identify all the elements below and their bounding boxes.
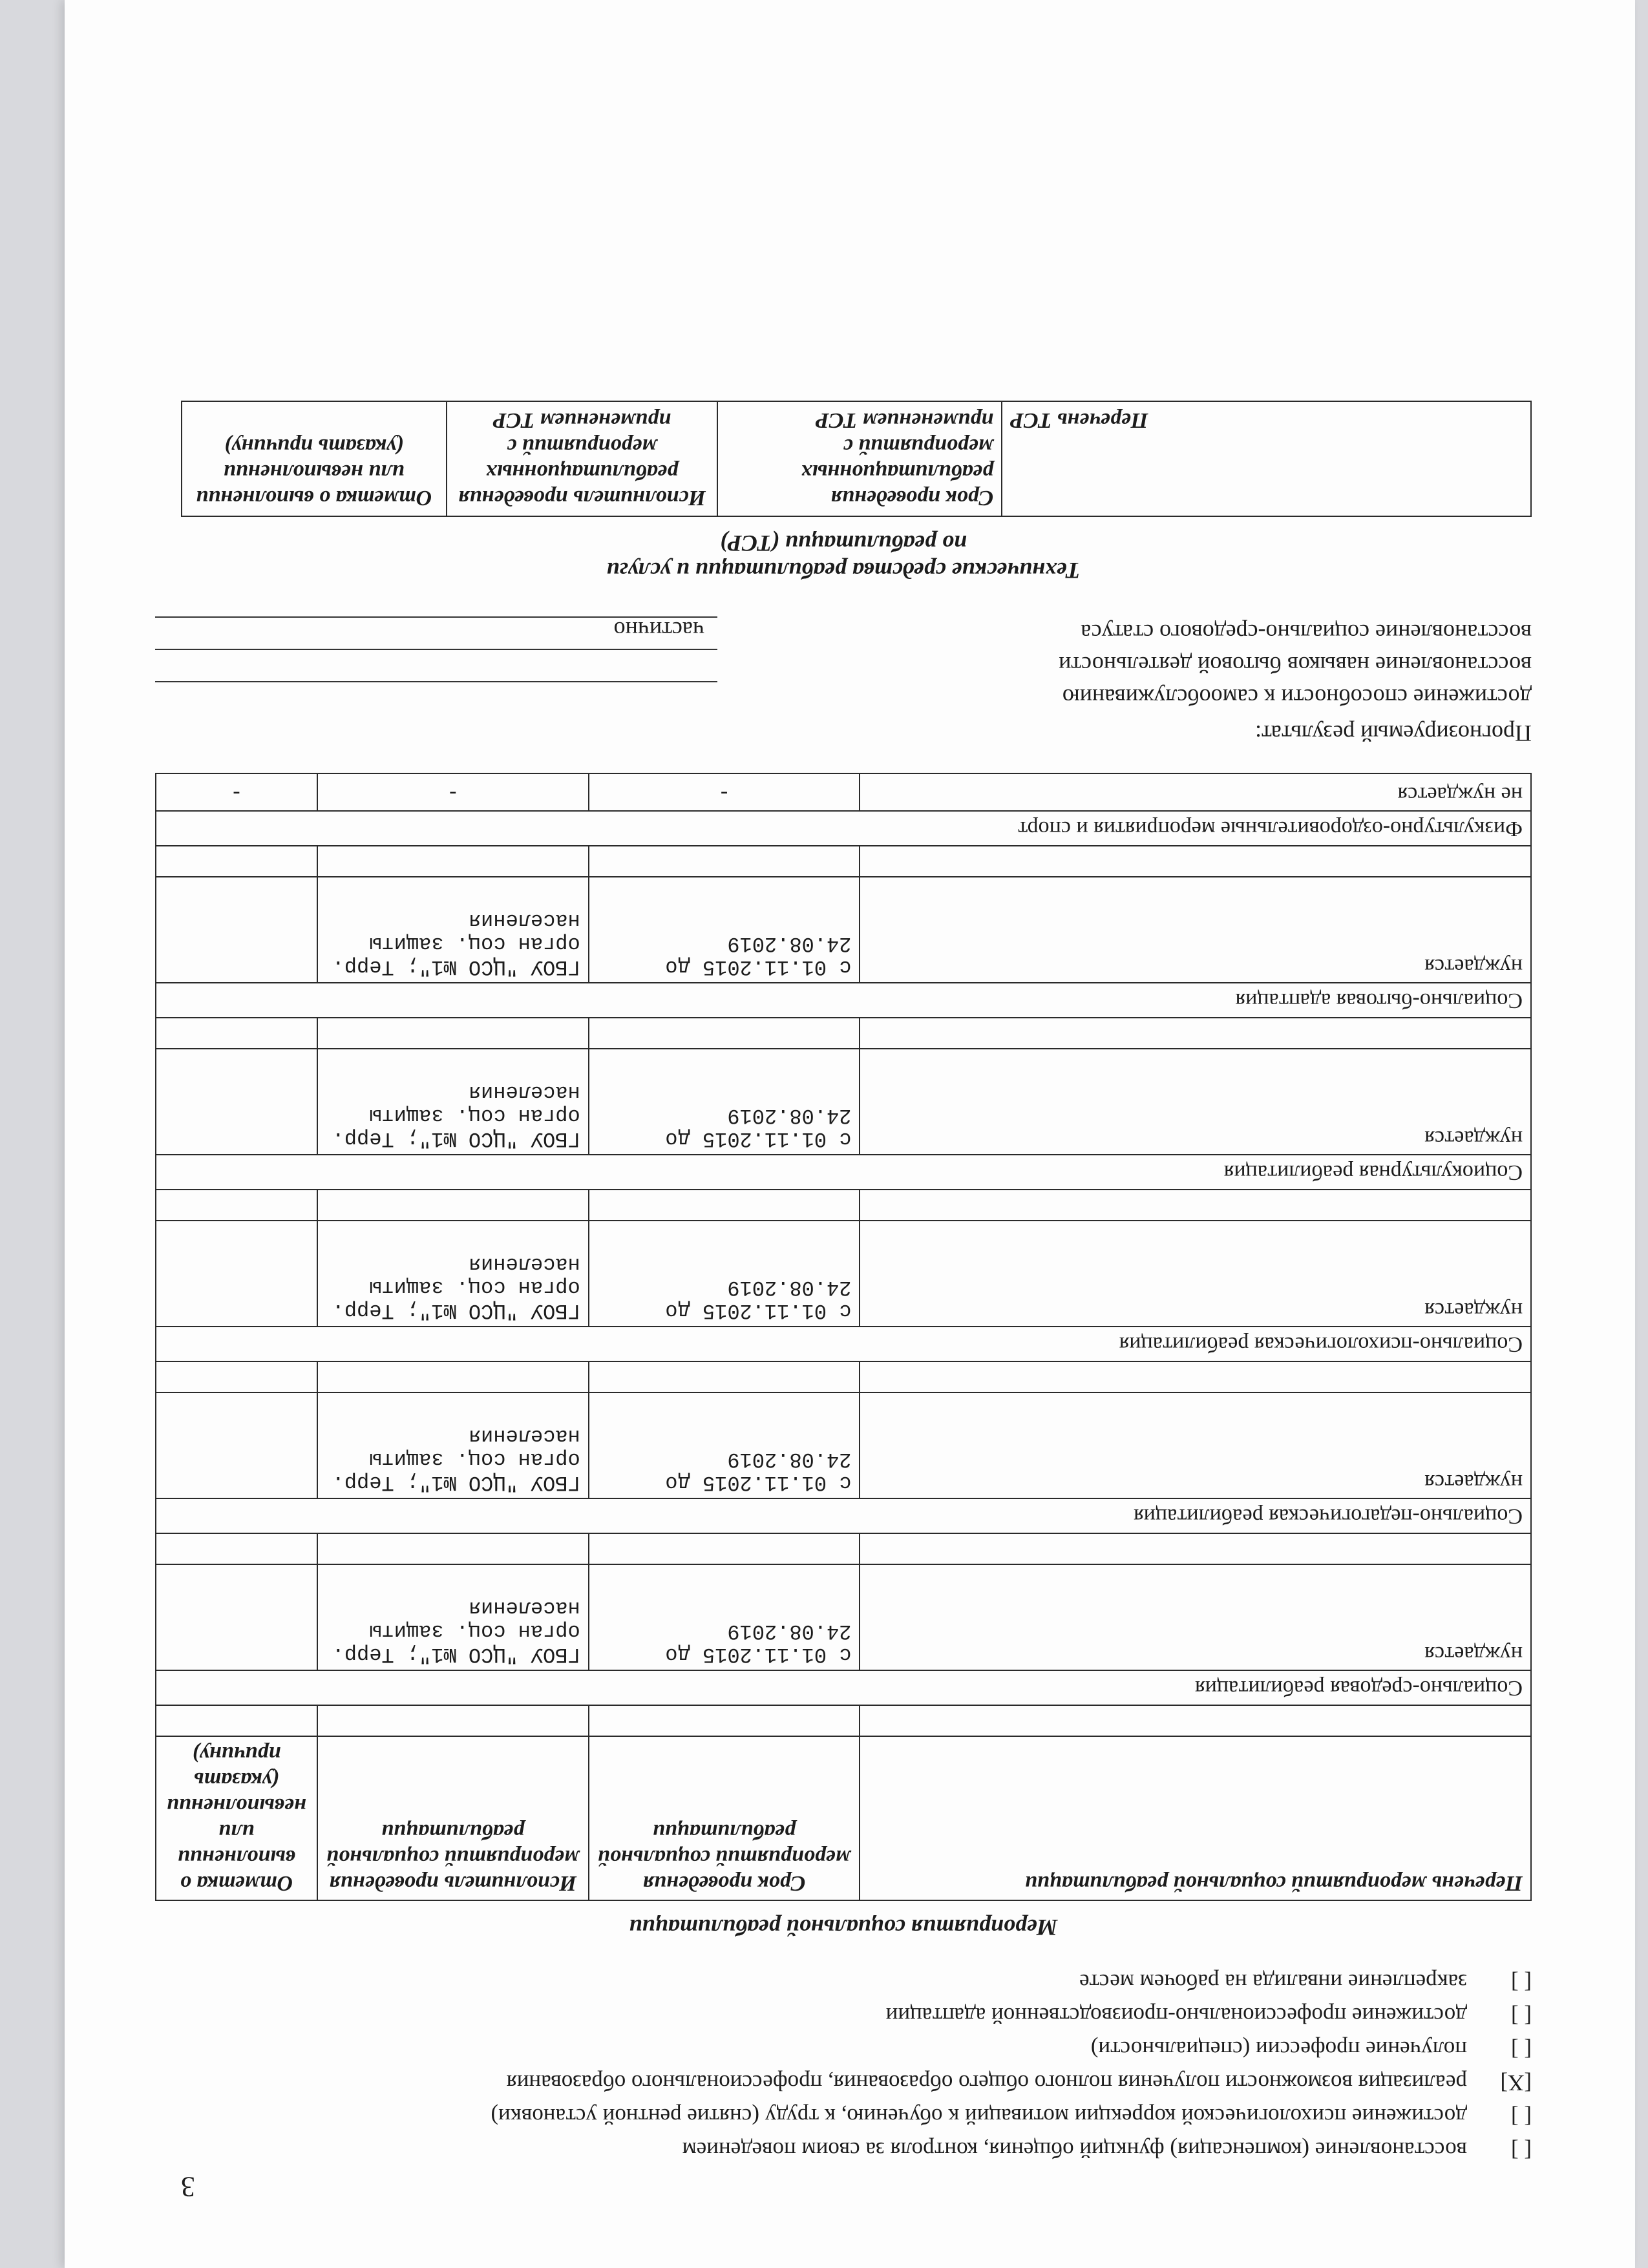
- table-row: [156, 877, 1531, 983]
- tsr-title: [155, 530, 1532, 584]
- forecast-label: достижение способности к самообслуживанию: [1062, 684, 1532, 710]
- goal-text: реализация возможности получения полного общего образования, профессионального образования: [506, 2070, 1467, 2095]
- goal-text: достижение психологической коррекции мотиваций к обучению, к труду (снятие рентной установки): [491, 2104, 1467, 2129]
- social-rehab-table: [155, 773, 1532, 1901]
- goal-text: достижение профессионально-производственной адаптации: [885, 2003, 1467, 2028]
- blank-row: [156, 1190, 1531, 1221]
- category-label: Социально-педагогическая реабилитация: [156, 1498, 1531, 1533]
- forecast-block: [155, 616, 1532, 747]
- executor-cell: ГБОУ "ЦСО №1"; Терр. орган соц. защиты населения: [317, 877, 589, 983]
- goal-text: получение профессии (специальности): [1090, 2037, 1467, 2062]
- goal-item: [155, 2000, 1532, 2030]
- mark-cell: [156, 1564, 317, 1670]
- need-cell: нуждается: [860, 877, 1531, 983]
- mark-cell: [156, 1221, 317, 1327]
- checkbox-mark: [X]: [1500, 2070, 1532, 2095]
- page-content: [155, 401, 1532, 2203]
- category-row: [156, 983, 1531, 1018]
- goal-text: восстановление (компенсация) функций общения, контроля за своим поведением: [682, 2137, 1467, 2163]
- executor-cell: ГБОУ "ЦСО №1"; Терр. орган соц. защиты населения: [317, 1392, 589, 1498]
- header-mark: Отметка о выполнении или невыполнении (указать причину): [156, 1736, 317, 1900]
- header-term: Срок проведения мероприятий социальной реабилитации: [589, 1736, 860, 1900]
- term-cell: с 01.11.2015 до 24.08.2019: [589, 1221, 860, 1327]
- goal-item: [155, 1967, 1532, 1997]
- tsr-title-line2: по реабилитации (ТСР): [719, 530, 967, 556]
- mark-cell: [156, 877, 317, 983]
- category-label: Социально-средовая реабилитация: [156, 1670, 1531, 1705]
- forecast-value: частично: [155, 616, 717, 646]
- blank-row: [156, 1018, 1531, 1049]
- category-label: Социокультурная реабилитация: [156, 1155, 1531, 1190]
- tsr-header-term: Срок проведения реабилитационных мероприятий с применением ТСР: [718, 401, 1002, 516]
- need-cell: нуждается: [860, 1564, 1531, 1670]
- category-label: Социально-психологическая реабилитация: [156, 1327, 1531, 1361]
- forecast-value: [155, 649, 717, 678]
- category-row: [156, 1327, 1531, 1361]
- category-row: [156, 811, 1531, 846]
- forecast-label: восстановление навыков бытовой деятельности: [1059, 652, 1532, 678]
- need-cell: нуждается: [860, 1392, 1531, 1498]
- table-row: [156, 773, 1531, 811]
- blank-row: [156, 1533, 1531, 1564]
- page-number: 3: [181, 2171, 195, 2203]
- category-row: [156, 1155, 1531, 1190]
- blank-row: [156, 1361, 1531, 1392]
- table-row: [156, 1564, 1531, 1670]
- checkbox-mark: [ ]: [1510, 2137, 1532, 2163]
- term-cell: с 01.11.2015 до 24.08.2019: [589, 1564, 860, 1670]
- tsr-table: [181, 401, 1532, 517]
- goal-item: [155, 2068, 1532, 2097]
- header-list: Перечень мероприятий социальной реабилитации: [860, 1736, 1531, 1900]
- category-label: Физкультурно-оздоровительные мероприятия и спорт: [156, 811, 1531, 846]
- checkbox-mark: [ ]: [1510, 2037, 1532, 2062]
- forecast-item: [155, 616, 1532, 649]
- term-cell: -: [589, 773, 860, 811]
- category-label: Социально-бытовая адаптация: [156, 983, 1531, 1018]
- table-header-row: [156, 1736, 1531, 1900]
- forecast-title: Прогнозируемый результат:: [1254, 720, 1532, 746]
- executor-cell: -: [317, 773, 589, 811]
- forecast-item: [155, 649, 1532, 681]
- goal-item: [155, 2101, 1532, 2131]
- forecast-item: [155, 681, 1532, 713]
- category-row: [156, 1498, 1531, 1533]
- term-cell: с 01.11.2015 до 24.08.2019: [589, 1049, 860, 1155]
- mark-cell: [156, 1049, 317, 1155]
- rotated-page: [65, 0, 1635, 2268]
- tsr-header-mark: Отметка о выполнении или невыполнении (указать причину): [182, 401, 447, 516]
- tsr-title-line1: Технические средства реабилитации и услуги: [606, 558, 1081, 583]
- executor-cell: ГБОУ "ЦСО №1"; Терр. орган соц. защиты населения: [317, 1221, 589, 1327]
- tsr-header-list: Перечень ТСР: [1002, 401, 1531, 516]
- table-row: [156, 1392, 1531, 1498]
- tsr-header-row: [182, 401, 1531, 516]
- checkbox-mark: [ ]: [1510, 2104, 1532, 2129]
- mark-cell: [156, 1392, 317, 1498]
- table-row: [156, 1049, 1531, 1155]
- need-cell: нуждается: [860, 1049, 1531, 1155]
- goal-text: закрепление инвалида на рабочем месте: [1079, 1969, 1467, 1995]
- goal-item: [155, 2135, 1532, 2165]
- forecast-label: восстановление социально-средового статуса: [1081, 620, 1532, 646]
- term-cell: с 01.11.2015 до 24.08.2019: [589, 1392, 860, 1498]
- need-cell: не нуждается: [860, 773, 1531, 811]
- forecast-value: [155, 681, 717, 711]
- goal-item: [155, 2034, 1532, 2064]
- table-row: [156, 1221, 1531, 1327]
- mark-cell: -: [156, 773, 317, 811]
- executor-cell: ГБОУ "ЦСО №1"; Терр. орган соц. защиты населения: [317, 1049, 589, 1155]
- checkbox-mark: [ ]: [1510, 2003, 1532, 2028]
- checkbox-mark: [ ]: [1510, 1969, 1532, 1995]
- social-rehab-title: Мероприятия социальной реабилитации: [629, 1915, 1058, 1940]
- category-row: [156, 1670, 1531, 1705]
- need-cell: нуждается: [860, 1221, 1531, 1327]
- term-cell: с 01.11.2015 до 24.08.2019: [589, 877, 860, 983]
- goals-list: [155, 1967, 1532, 2165]
- blank-row: [156, 846, 1531, 877]
- executor-cell: ГБОУ "ЦСО №1"; Терр. орган соц. защиты населения: [317, 1564, 589, 1670]
- document-sheet: [65, 0, 1635, 2268]
- blank-row: [156, 1705, 1531, 1736]
- header-executor: Исполнитель проведения мероприятий социальной реабилитации: [317, 1736, 589, 1900]
- tsr-header-executor: Исполнитель проведения реабилитационных мероприятий с применением ТСР: [447, 401, 718, 516]
